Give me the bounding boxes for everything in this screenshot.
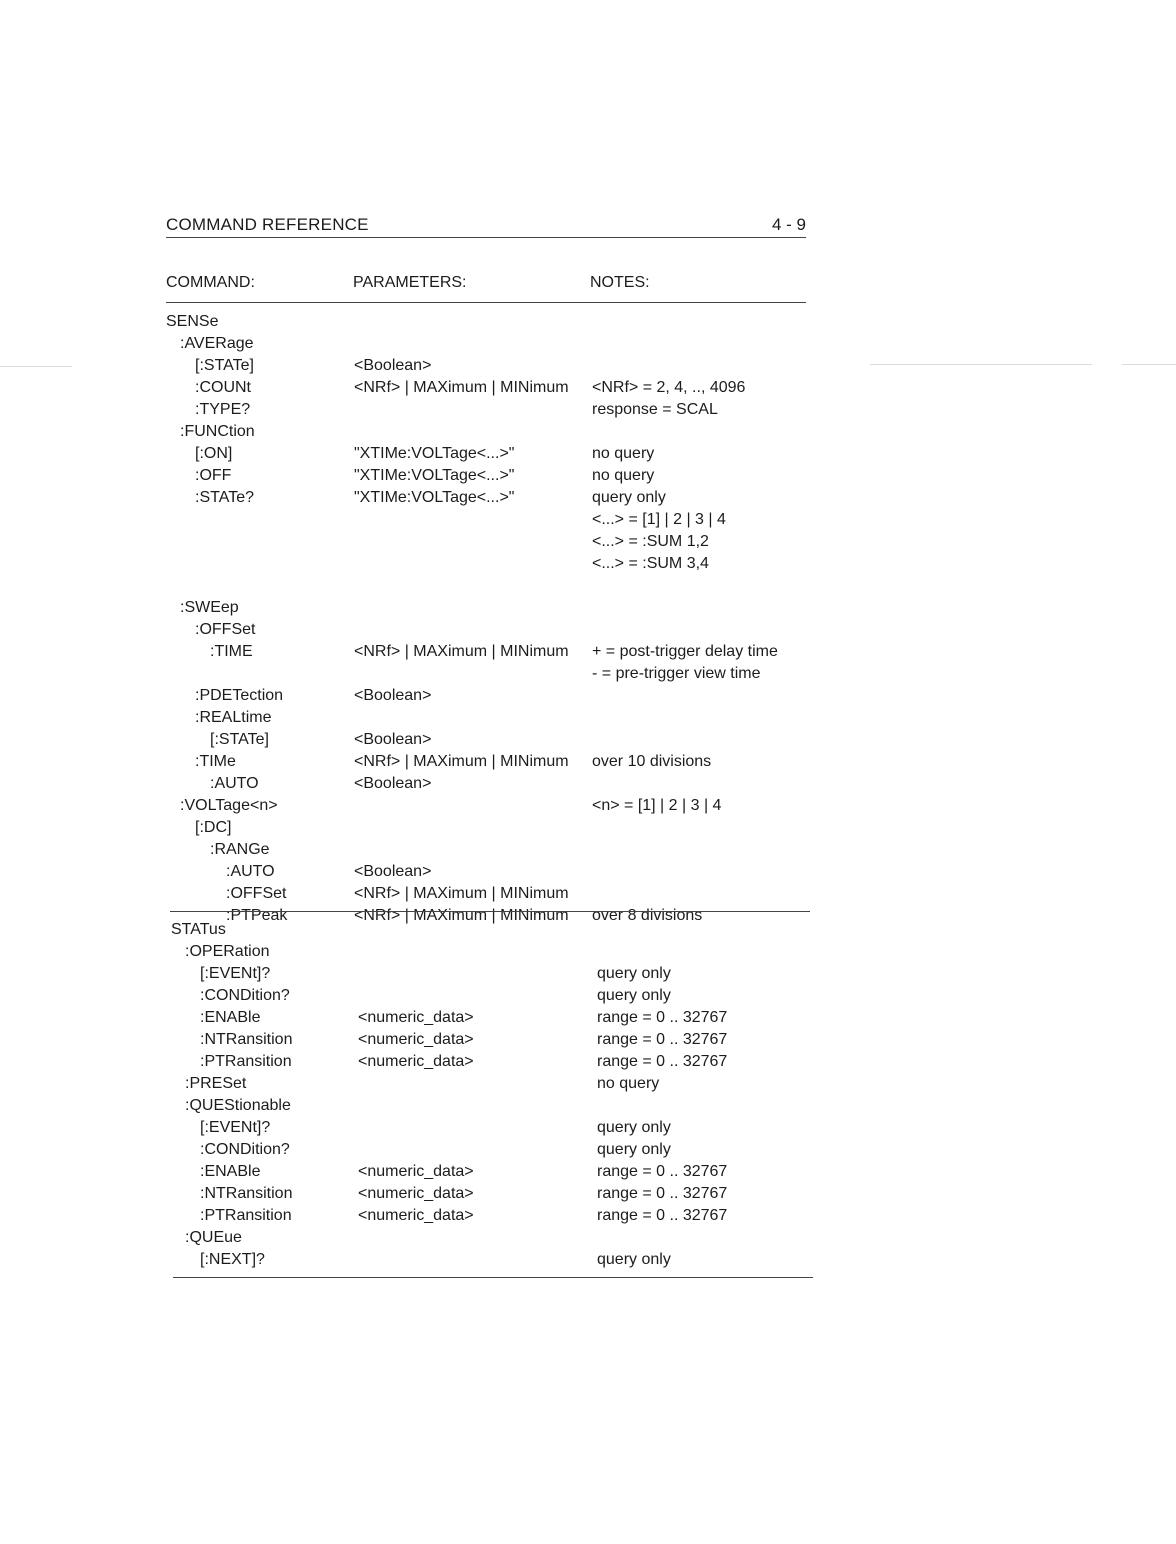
page-header (166, 213, 806, 238)
table-row (0, 553, 1176, 575)
command-cell: [:EVENt]? (200, 1119, 271, 1136)
table-row (0, 311, 1176, 333)
parameters-cell: <numeric_data> (358, 1009, 474, 1026)
parameters-cell: <numeric_data> (358, 1163, 474, 1180)
command-cell: :OPERation (185, 943, 270, 960)
command-cell: :AUTO (210, 775, 259, 792)
command-cell: SENSe (166, 313, 219, 330)
parameters-cell: <numeric_data> (358, 1207, 474, 1224)
command-cell: [:STATe] (210, 731, 269, 748)
table-bottom-rule (173, 1277, 813, 1278)
command-cell: :AVERage (180, 335, 254, 352)
command-cell: :FUNCtion (180, 423, 255, 440)
command-cell: :ENABle (200, 1009, 261, 1026)
notes-cell: range = 0 .. 32767 (597, 1185, 728, 1202)
parameters-cell: "XTIMe:VOLTage<...>" (354, 445, 515, 462)
table-row (0, 1073, 1176, 1095)
table-row (0, 1007, 1176, 1029)
table-row (0, 641, 1176, 663)
table-row (0, 817, 1176, 839)
command-cell: :RANGe (210, 841, 270, 858)
command-cell: :CONDition? (200, 987, 290, 1004)
table-row (0, 707, 1176, 729)
table-row (0, 1051, 1176, 1073)
table-row (0, 509, 1176, 531)
table-row (0, 1227, 1176, 1249)
table-row (0, 1161, 1176, 1183)
table-row (0, 1117, 1176, 1139)
command-cell: STATus (171, 921, 226, 938)
command-cell: :TYPE? (195, 401, 251, 418)
parameters-cell: <NRf> | MAXimum | MINimum (354, 907, 569, 924)
page-number: 4 - 9 (771, 215, 806, 234)
command-cell: :STATe? (195, 489, 254, 506)
notes-cell: <...> = :SUM 3,4 (592, 555, 709, 572)
notes-cell: range = 0 .. 32767 (597, 1031, 728, 1048)
parameters-cell: <Boolean> (354, 775, 432, 792)
parameters-cell: <NRf> | MAXimum | MINimum (354, 753, 569, 770)
notes-cell: <n> = [1] | 2 | 3 | 4 (592, 797, 722, 814)
command-cell: :PTRansition (200, 1053, 292, 1070)
command-cell: [:EVENt]? (200, 965, 271, 982)
notes-cell: response = SCAL (592, 401, 718, 418)
table-row (0, 883, 1176, 905)
table-row (0, 941, 1176, 963)
table-row (0, 685, 1176, 707)
table-row (0, 729, 1176, 751)
table-row (0, 1249, 1176, 1271)
parameters-cell: <NRf> | MAXimum | MINimum (354, 643, 569, 660)
notes-cell: range = 0 .. 32767 (597, 1053, 728, 1070)
parameters-cell: <numeric_data> (358, 1185, 474, 1202)
command-cell: :OFF (195, 467, 232, 484)
command-cell: [:ON] (195, 445, 233, 462)
column-header-parameters: PARAMETERS: (353, 274, 467, 291)
table-row (0, 575, 1176, 597)
scan-mark (0, 366, 72, 367)
parameters-cell: <Boolean> (354, 357, 432, 374)
command-cell: :NTRansition (200, 1185, 293, 1202)
command-cell: :QUEue (185, 1229, 242, 1246)
scan-mark (870, 364, 1092, 365)
table-row (0, 663, 1176, 685)
parameters-cell: "XTIMe:VOLTage<...>" (354, 467, 515, 484)
command-cell: :SWEep (180, 599, 239, 616)
table-row (0, 531, 1176, 553)
table-row (0, 861, 1176, 883)
notes-cell: range = 0 .. 32767 (597, 1009, 728, 1026)
parameters-cell: <numeric_data> (358, 1031, 474, 1048)
command-cell: [:DC] (195, 819, 232, 836)
notes-cell: no query (592, 467, 655, 484)
command-cell: :OFFSet (195, 621, 256, 638)
notes-cell: no query (597, 1075, 660, 1092)
notes-cell: - = pre-trigger view time (592, 665, 761, 682)
command-cell: :TIME (210, 643, 253, 660)
notes-cell: query only (592, 489, 666, 506)
parameters-cell: <Boolean> (354, 731, 432, 748)
parameters-cell: <Boolean> (354, 687, 432, 704)
table-row (0, 355, 1176, 377)
notes-cell: + = post-trigger delay time (592, 643, 778, 660)
table-row (0, 443, 1176, 465)
parameters-cell: <numeric_data> (358, 1053, 474, 1070)
table-row (0, 1095, 1176, 1117)
command-cell: :QUEStionable (185, 1097, 291, 1114)
command-cell: :PTPeak (226, 907, 288, 924)
command-cell: :AUTO (226, 863, 275, 880)
notes-cell: no query (592, 445, 655, 462)
command-cell: :ENABle (200, 1163, 261, 1180)
table-row (0, 1183, 1176, 1205)
table-row (0, 399, 1176, 421)
table-row (0, 1139, 1176, 1161)
command-cell: [:NEXT]? (200, 1251, 265, 1268)
notes-cell: <NRf> = 2, 4, .., 4096 (592, 379, 746, 396)
notes-cell: query only (597, 1251, 671, 1268)
table-row (0, 839, 1176, 861)
notes-cell: query only (597, 965, 671, 982)
parameters-cell: <NRf> | MAXimum | MINimum (354, 885, 569, 902)
command-cell: :NTRansition (200, 1031, 293, 1048)
table-row (0, 619, 1176, 641)
header-divider (166, 302, 806, 303)
notes-cell: over 10 divisions (592, 753, 712, 770)
notes-cell: range = 0 .. 32767 (597, 1207, 728, 1224)
table-row (0, 795, 1176, 817)
command-cell: :VOLTage<n> (180, 797, 278, 814)
table-row (0, 1029, 1176, 1051)
command-cell: :COUNt (195, 379, 251, 396)
command-cell: :PRESet (185, 1075, 247, 1092)
column-header-notes: NOTES: (590, 274, 650, 291)
command-cell: :PDETection (195, 687, 284, 704)
notes-cell: query only (597, 1119, 671, 1136)
table-row (0, 963, 1176, 985)
column-header-command: COMMAND: (166, 274, 255, 291)
command-cell: [:STATe] (195, 357, 254, 374)
parameters-cell: "XTIMe:VOLTage<...>" (354, 489, 515, 506)
scan-mark (1122, 364, 1176, 365)
table-row (0, 421, 1176, 443)
parameters-cell: <NRf> | MAXimum | MINimum (354, 379, 569, 396)
table-row (0, 751, 1176, 773)
notes-cell: query only (597, 1141, 671, 1158)
table-row (0, 377, 1176, 399)
table-row (0, 919, 1176, 941)
table-row (0, 773, 1176, 795)
command-cell: :PTRansition (200, 1207, 292, 1224)
table-row (0, 333, 1176, 355)
notes-cell: over 8 divisions (592, 907, 703, 924)
table-row (0, 597, 1176, 619)
table-row (0, 487, 1176, 509)
parameters-cell: <Boolean> (354, 863, 432, 880)
command-cell: :CONDition? (200, 1141, 290, 1158)
notes-cell: range = 0 .. 32767 (597, 1163, 728, 1180)
command-cell: :TIMe (195, 753, 236, 770)
command-cell: :REALtime (195, 709, 272, 726)
notes-cell: <...> = [1] | 2 | 3 | 4 (592, 511, 726, 528)
section-divider (170, 911, 810, 912)
notes-cell: query only (597, 987, 671, 1004)
command-cell: :OFFSet (226, 885, 287, 902)
page-title: COMMAND REFERENCE (166, 215, 369, 234)
notes-cell: <...> = :SUM 1,2 (592, 533, 709, 550)
table-row (0, 985, 1176, 1007)
table-row (0, 1205, 1176, 1227)
table-row (0, 465, 1176, 487)
